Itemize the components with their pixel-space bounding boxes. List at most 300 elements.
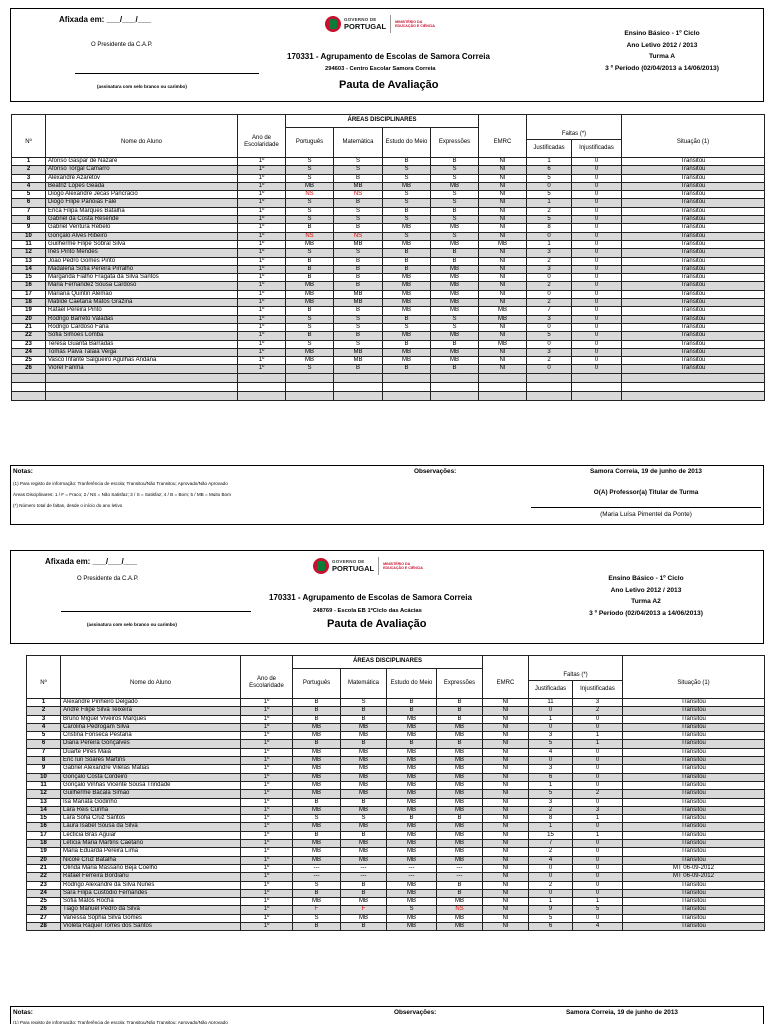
col-faltas: Faltas (*) <box>529 669 622 681</box>
grade-portugues: MB <box>293 757 341 765</box>
row-number: 22 <box>12 332 46 340</box>
grade-portugues: MB <box>293 790 341 798</box>
situacao: Transitou <box>623 906 765 914</box>
school-year: 1º <box>238 315 286 323</box>
grade-matematica: F <box>341 906 387 914</box>
grade-portugues: S <box>286 158 334 166</box>
school-year: 1º <box>238 307 286 315</box>
logo-main-text: PORTUGAL <box>332 563 375 573</box>
faltas-justificadas: 0 <box>527 290 572 298</box>
grade-expressoes: S <box>431 174 479 182</box>
grade-portugues: B <box>286 224 334 232</box>
student-name: Carolina Pedrogam Silva <box>61 723 241 731</box>
situacao: Transitou <box>623 707 765 715</box>
row-number: 4 <box>12 182 46 190</box>
empty-row <box>12 373 765 382</box>
faltas-justificadas: 15 <box>529 831 573 839</box>
grade-estudo-meio: MB <box>387 831 437 839</box>
grade-matematica: MB <box>334 240 383 248</box>
faltas-justificadas: 5 <box>527 332 572 340</box>
grade-portugues: B <box>293 889 341 897</box>
grade-expressoes: MB <box>437 790 483 798</box>
student-row <box>27 881 765 889</box>
grade-estudo-meio: --- <box>387 864 437 872</box>
student-name: Gabriel Ventura Rebelo <box>46 224 238 232</box>
faltas-injustificadas: 0 <box>573 748 623 756</box>
grade-estudo-meio: S <box>383 232 431 240</box>
grade-matematica: NS <box>334 232 383 240</box>
student-name: Afonso Torgal Camarro <box>46 166 238 174</box>
row-number: 13 <box>12 257 46 265</box>
student-row <box>27 806 765 814</box>
faltas-justificadas: 2 <box>527 299 572 307</box>
student-name: Gonçalo Costa Cordeiro <box>61 773 241 781</box>
grade-portugues: S <box>286 207 334 215</box>
col-n: Nº <box>27 669 61 699</box>
school-year: 1º <box>241 723 293 731</box>
student-row <box>12 224 765 232</box>
grade-matematica: MB <box>341 823 387 831</box>
grade-portugues: F <box>293 906 341 914</box>
faltas-injustificadas: 0 <box>572 332 622 340</box>
grade-matematica: B <box>341 881 387 889</box>
student-row <box>27 906 765 914</box>
grade-emrc: NI <box>479 357 527 365</box>
grade-portugues: S <box>293 914 341 922</box>
student-row <box>12 232 765 240</box>
grade-emrc: NI <box>483 748 529 756</box>
student-name: Eric Iuri Soares Martins <box>61 757 241 765</box>
student-row <box>12 274 765 282</box>
faltas-injustificadas: 2 <box>573 707 623 715</box>
student-name: Érica Filipa Marques Batalha <box>46 207 238 215</box>
grade-matematica: MB <box>341 765 387 773</box>
faltas-injustificadas: 2 <box>573 790 623 798</box>
grade-portugues: MB <box>293 856 341 864</box>
grade-emrc: NI <box>483 781 529 789</box>
grade-emrc: NI <box>483 831 529 839</box>
situacao: Transitou <box>623 715 765 723</box>
situacao: Transitou <box>622 232 765 240</box>
school-year: 1º <box>241 914 293 922</box>
grade-matematica: S <box>334 323 383 331</box>
grade-portugues: B <box>293 923 341 931</box>
grade-matematica: MB <box>341 773 387 781</box>
grade-expressoes: MB <box>437 757 483 765</box>
row-number: 6 <box>27 740 61 748</box>
row-number: 27 <box>27 914 61 922</box>
government-logo <box>325 15 443 33</box>
row-number: 15 <box>27 815 61 823</box>
grade-emrc: NI <box>483 881 529 889</box>
grade-estudo-meio: --- <box>387 873 437 881</box>
periodo-label: 3 º Período (02/04/2013 a 14/06/2013) <box>589 609 703 617</box>
student-name: Lara Reis Cunha <box>61 806 241 814</box>
grade-emrc: NI <box>479 199 527 207</box>
grade-portugues: B <box>286 274 334 282</box>
col-ano: Ano de Escolaridade <box>241 669 293 699</box>
faltas-injustificadas: 0 <box>572 265 622 273</box>
student-row <box>27 848 765 856</box>
col-ano: Ano de Escolaridade <box>238 128 286 158</box>
grade-expressoes: B <box>437 707 483 715</box>
grade-expressoes: MB <box>437 748 483 756</box>
school-year: 1º <box>241 881 293 889</box>
col-n: Nº <box>12 128 46 158</box>
school-year: 1º <box>238 332 286 340</box>
grade-estudo-meio: MB <box>387 757 437 765</box>
situacao: Transitou <box>623 848 765 856</box>
grade-portugues: --- <box>293 864 341 872</box>
grade-emrc: NI <box>483 773 529 781</box>
grade-expressoes: B <box>431 158 479 166</box>
grade-portugues: MB <box>293 806 341 814</box>
grade-expressoes: S <box>431 199 479 207</box>
school-year: 1º <box>238 240 286 248</box>
grade-portugues: S <box>286 216 334 224</box>
situacao: Transitou <box>623 757 765 765</box>
grade-emrc: NI <box>479 348 527 356</box>
grades-table <box>11 114 765 401</box>
grade-emrc: NI <box>483 906 529 914</box>
grade-matematica: MB <box>341 848 387 856</box>
grade-estudo-meio: B <box>387 699 437 707</box>
grade-expressoes: MB <box>437 806 483 814</box>
student-name: Lara Sofia Cruz Santos <box>61 815 241 823</box>
sheet-header <box>10 550 764 644</box>
grade-emrc: NI <box>479 365 527 373</box>
school-year: 1º <box>238 257 286 265</box>
school-year: 1º <box>241 765 293 773</box>
grade-expressoes: S <box>431 191 479 199</box>
grade-estudo-meio: MB <box>387 806 437 814</box>
school-year: 1º <box>238 191 286 199</box>
areas-header: ÁREAS DISCIPLINARES <box>293 656 483 669</box>
situacao: Transitou <box>622 199 765 207</box>
grade-expressoes: --- <box>437 864 483 872</box>
grade-estudo-meio: MB <box>387 848 437 856</box>
faltas-justificadas: 7 <box>527 307 572 315</box>
school-year: 1º <box>241 848 293 856</box>
grade-expressoes: MB <box>431 274 479 282</box>
situacao: Transitou <box>622 166 765 174</box>
faltas-justificadas: 1 <box>529 781 573 789</box>
grade-estudo-meio: MB <box>387 798 437 806</box>
grade-expressoes: B <box>431 207 479 215</box>
sheet-header <box>10 8 764 102</box>
school-year: 1º <box>238 274 286 282</box>
student-name: Rafael Pereira Pinto <box>46 307 238 315</box>
school-year: 1º <box>241 790 293 798</box>
faltas-justificadas: 9 <box>529 906 573 914</box>
ministry-text: MINISTÉRIO DA EDUCAÇÃO E CIÊNCIA <box>395 19 436 28</box>
student-name: Madalena Sofia Pereira Pirralho <box>46 265 238 273</box>
faltas-injustificadas: 1 <box>573 815 623 823</box>
school-year: 1º <box>241 707 293 715</box>
grade-estudo-meio: MB <box>387 856 437 864</box>
grade-emrc: NI <box>483 740 529 748</box>
grade-expressoes: B <box>437 815 483 823</box>
faltas-justificadas: 7 <box>529 840 573 848</box>
student-name: Sofia Simões Lomba <box>46 332 238 340</box>
col-nome: Nome do Aluno <box>61 669 241 699</box>
school-name: 294603 - Centro Escolar Samora Correia <box>325 66 436 72</box>
faltas-injustificadas: 0 <box>572 207 622 215</box>
situacao: Transitou <box>622 340 765 348</box>
school-year: 1º <box>241 715 293 723</box>
grade-estudo-meio: S <box>387 906 437 914</box>
situacao: Transitou <box>622 282 765 290</box>
student-row <box>12 332 765 340</box>
student-row <box>27 831 765 839</box>
faltas-injustificadas: 0 <box>572 307 622 315</box>
grade-estudo-meio: MB <box>383 332 431 340</box>
student-name: Alexandre Azaretov <box>46 174 238 182</box>
grade-expressoes: MB <box>431 224 479 232</box>
student-row <box>27 923 765 931</box>
grade-matematica: B <box>341 831 387 839</box>
student-row <box>12 191 765 199</box>
grade-matematica: B <box>341 740 387 748</box>
faltas-injustificadas: 0 <box>572 224 622 232</box>
situacao: Transitou <box>622 216 765 224</box>
row-number: 13 <box>27 798 61 806</box>
logo-main-text: PORTUGAL <box>344 21 387 31</box>
grade-expressoes: MB <box>437 840 483 848</box>
grade-portugues: MB <box>286 299 334 307</box>
student-row <box>12 315 765 323</box>
student-row <box>12 265 765 273</box>
grade-matematica: S <box>334 249 383 257</box>
col-expressoes: Expressões <box>437 669 483 699</box>
grade-estudo-meio: B <box>387 740 437 748</box>
faltas-injustificadas: 3 <box>573 699 623 707</box>
empty-row <box>12 391 765 400</box>
grades-table <box>26 655 765 931</box>
grade-emrc: NI <box>483 707 529 715</box>
school-year: 1º <box>241 906 293 914</box>
col-justificadas: Justificadas <box>527 140 572 157</box>
student-name: Vasco Infante Salgueiro Agulhas Andana <box>46 357 238 365</box>
faltas-injustificadas: 0 <box>573 781 623 789</box>
grade-portugues: MB <box>286 348 334 356</box>
grade-estudo-meio: B <box>383 365 431 373</box>
grade-matematica: MB <box>341 840 387 848</box>
student-row <box>12 299 765 307</box>
ensino-label: Ensino Básico - 1º Ciclo <box>608 575 684 582</box>
grade-estudo-meio: MB <box>387 881 437 889</box>
notes-section <box>10 465 764 525</box>
row-number: 18 <box>27 840 61 848</box>
school-year: 1º <box>241 781 293 789</box>
student-row <box>12 323 765 331</box>
grade-emrc: NI <box>483 873 529 881</box>
faltas-justificadas: 5 <box>529 914 573 922</box>
situacao: Transitou <box>623 823 765 831</box>
grade-portugues: S <box>286 365 334 373</box>
faltas-injustificadas: 0 <box>573 881 623 889</box>
grade-emrc: NI <box>479 299 527 307</box>
grade-matematica: S <box>334 315 383 323</box>
grade-expressoes: MB <box>431 240 479 248</box>
grade-estudo-meio: S <box>383 174 431 182</box>
faltas-injustificadas: 0 <box>572 315 622 323</box>
student-name: Bruno Miguel Viveiros Marques <box>61 715 241 723</box>
grade-estudo-meio: MB <box>387 889 437 897</box>
grade-portugues: S <box>286 315 334 323</box>
student-row <box>12 340 765 348</box>
row-number: 25 <box>27 898 61 906</box>
student-name: Tiago Manuel Pedro da Silva <box>61 906 241 914</box>
observacoes-label: Observações: <box>394 1009 437 1016</box>
student-name: Teresa Guarita Barradas <box>46 340 238 348</box>
school-year: 1º <box>241 699 293 707</box>
grade-estudo-meio: S <box>383 199 431 207</box>
student-row <box>27 723 765 731</box>
faltas-injustificadas: 0 <box>573 840 623 848</box>
situacao: Transitou <box>623 831 765 839</box>
situacao: Transitou <box>622 315 765 323</box>
grade-estudo-meio: MB <box>387 748 437 756</box>
faltas-injustificadas: 0 <box>572 299 622 307</box>
grade-estudo-meio: MB <box>387 840 437 848</box>
grade-estudo-meio: MB <box>387 898 437 906</box>
situacao: Transitou <box>622 290 765 298</box>
row-number: 5 <box>12 191 46 199</box>
grade-estudo-meio: MB <box>383 299 431 307</box>
school-year: 1º <box>238 340 286 348</box>
faltas-justificadas: 2 <box>529 881 573 889</box>
turma-label: Turma A <box>648 53 675 60</box>
signature-caption: (assinatura com selo branco ou carimbo) <box>87 622 177 627</box>
ano-letivo-label: Ano Letivo 2012 / 2013 <box>610 586 682 594</box>
row-number: 24 <box>12 348 46 356</box>
col-faltas: Faltas (*) <box>527 128 621 140</box>
situacao: Transitou <box>622 207 765 215</box>
faltas-justificadas: 6 <box>529 923 573 931</box>
situacao: Transitou <box>623 798 765 806</box>
grade-expressoes: MB <box>431 265 479 273</box>
faltas-injustificadas: 0 <box>572 240 622 248</box>
grade-emrc: MB <box>479 315 527 323</box>
faltas-justificadas: 8 <box>529 815 573 823</box>
col-matematica: Matemática <box>341 669 387 699</box>
student-row <box>12 182 765 190</box>
faltas-injustificadas: 0 <box>572 216 622 224</box>
faltas-injustificadas: 0 <box>573 723 623 731</box>
col-emrc: EMRC <box>483 669 529 699</box>
grade-emrc: NI <box>483 765 529 773</box>
school-year: 1º <box>241 773 293 781</box>
student-row <box>12 365 765 373</box>
col-expressoes: Expressões <box>431 128 479 158</box>
student-name: Maria Fernandez Sousa Cardoso <box>46 282 238 290</box>
grade-emrc: NI <box>479 249 527 257</box>
grade-portugues: NS <box>286 191 334 199</box>
grade-estudo-meio: MB <box>387 773 437 781</box>
grade-portugues: MB <box>293 732 341 740</box>
student-name: Diana Pereira Gonçalves <box>61 740 241 748</box>
situacao: Transitou <box>622 224 765 232</box>
grade-matematica: MB <box>341 748 387 756</box>
faltas-justificadas: 0 <box>529 864 573 872</box>
row-number: 24 <box>27 889 61 897</box>
grade-matematica: S <box>341 815 387 823</box>
student-row <box>27 781 765 789</box>
student-name: João Pedro Gomes Pinto <box>46 257 238 265</box>
faltas-justificadas: 5 <box>527 191 572 199</box>
student-name: Tomás Paiva Talaia Veiga <box>46 348 238 356</box>
afixada-date: Afixada em: ___/___/___ <box>59 15 152 24</box>
student-row <box>12 199 765 207</box>
grade-emrc: NI <box>479 257 527 265</box>
faltas-justificadas: 0 <box>527 182 572 190</box>
grade-portugues: MB <box>293 773 341 781</box>
faltas-injustificadas: 1 <box>573 740 623 748</box>
faltas-injustificadas: 0 <box>573 914 623 922</box>
grade-matematica: B <box>341 715 387 723</box>
grade-estudo-meio: MB <box>383 348 431 356</box>
grade-estudo-meio: B <box>383 158 431 166</box>
faltas-justificadas: 0 <box>527 323 572 331</box>
grade-emrc: NI <box>483 848 529 856</box>
grade-estudo-meio: MB <box>383 224 431 232</box>
col-situacao: Situação (1) <box>623 669 765 699</box>
grade-emrc: NI <box>483 823 529 831</box>
faltas-justificadas: 0 <box>529 723 573 731</box>
grade-emrc: NI <box>483 864 529 872</box>
grade-emrc: NI <box>483 732 529 740</box>
grade-estudo-meio: MB <box>383 182 431 190</box>
grade-emrc: NI <box>479 224 527 232</box>
grade-matematica: B <box>341 707 387 715</box>
faltas-justificadas: 11 <box>529 699 573 707</box>
school-year: 1º <box>241 856 293 864</box>
grade-emrc: NI <box>483 790 529 798</box>
date-place: Samora Correia, 19 de junho de 2013 <box>566 1009 678 1016</box>
grade-portugues: B <box>293 831 341 839</box>
sheet-turma-a2 <box>0 548 768 1024</box>
situacao: Transitou <box>622 182 765 190</box>
note-1: (1) Para registo de informação: Tranferência de escola; Transitou/Não Transitou; Aprovado/Não Aprovado <box>13 1020 228 1024</box>
grade-expressoes: B <box>431 249 479 257</box>
row-number: 8 <box>27 757 61 765</box>
logo-top-text: GOVERNO DE <box>344 17 377 22</box>
student-name: Duarte Pires Maia <box>61 748 241 756</box>
student-name: Viorel Farima <box>46 365 238 373</box>
grade-estudo-meio: MB <box>387 823 437 831</box>
school-year: 1º <box>241 873 293 881</box>
faltas-injustificadas: 0 <box>572 282 622 290</box>
note-1: (1) Para registo de informação: Tranferência de escola; Transitou/Não Transitou; Aprovado/Não Aprovado <box>13 481 228 486</box>
faltas-justificadas: 3 <box>529 798 573 806</box>
row-number: 14 <box>12 265 46 273</box>
grade-expressoes: MB <box>437 798 483 806</box>
row-number: 25 <box>12 357 46 365</box>
grade-emrc: NI <box>479 182 527 190</box>
student-row <box>27 889 765 897</box>
grade-emrc: NI <box>479 216 527 224</box>
col-estudo-meio: Estudo do Meio <box>383 128 431 158</box>
grade-expressoes: B <box>437 740 483 748</box>
grade-matematica: MB <box>341 732 387 740</box>
school-year: 1º <box>238 232 286 240</box>
faltas-justificadas: 5 <box>527 174 572 182</box>
grade-emrc: NI <box>483 757 529 765</box>
grade-expressoes: --- <box>437 873 483 881</box>
grade-portugues: B <box>293 699 341 707</box>
grade-emrc: NI <box>479 332 527 340</box>
